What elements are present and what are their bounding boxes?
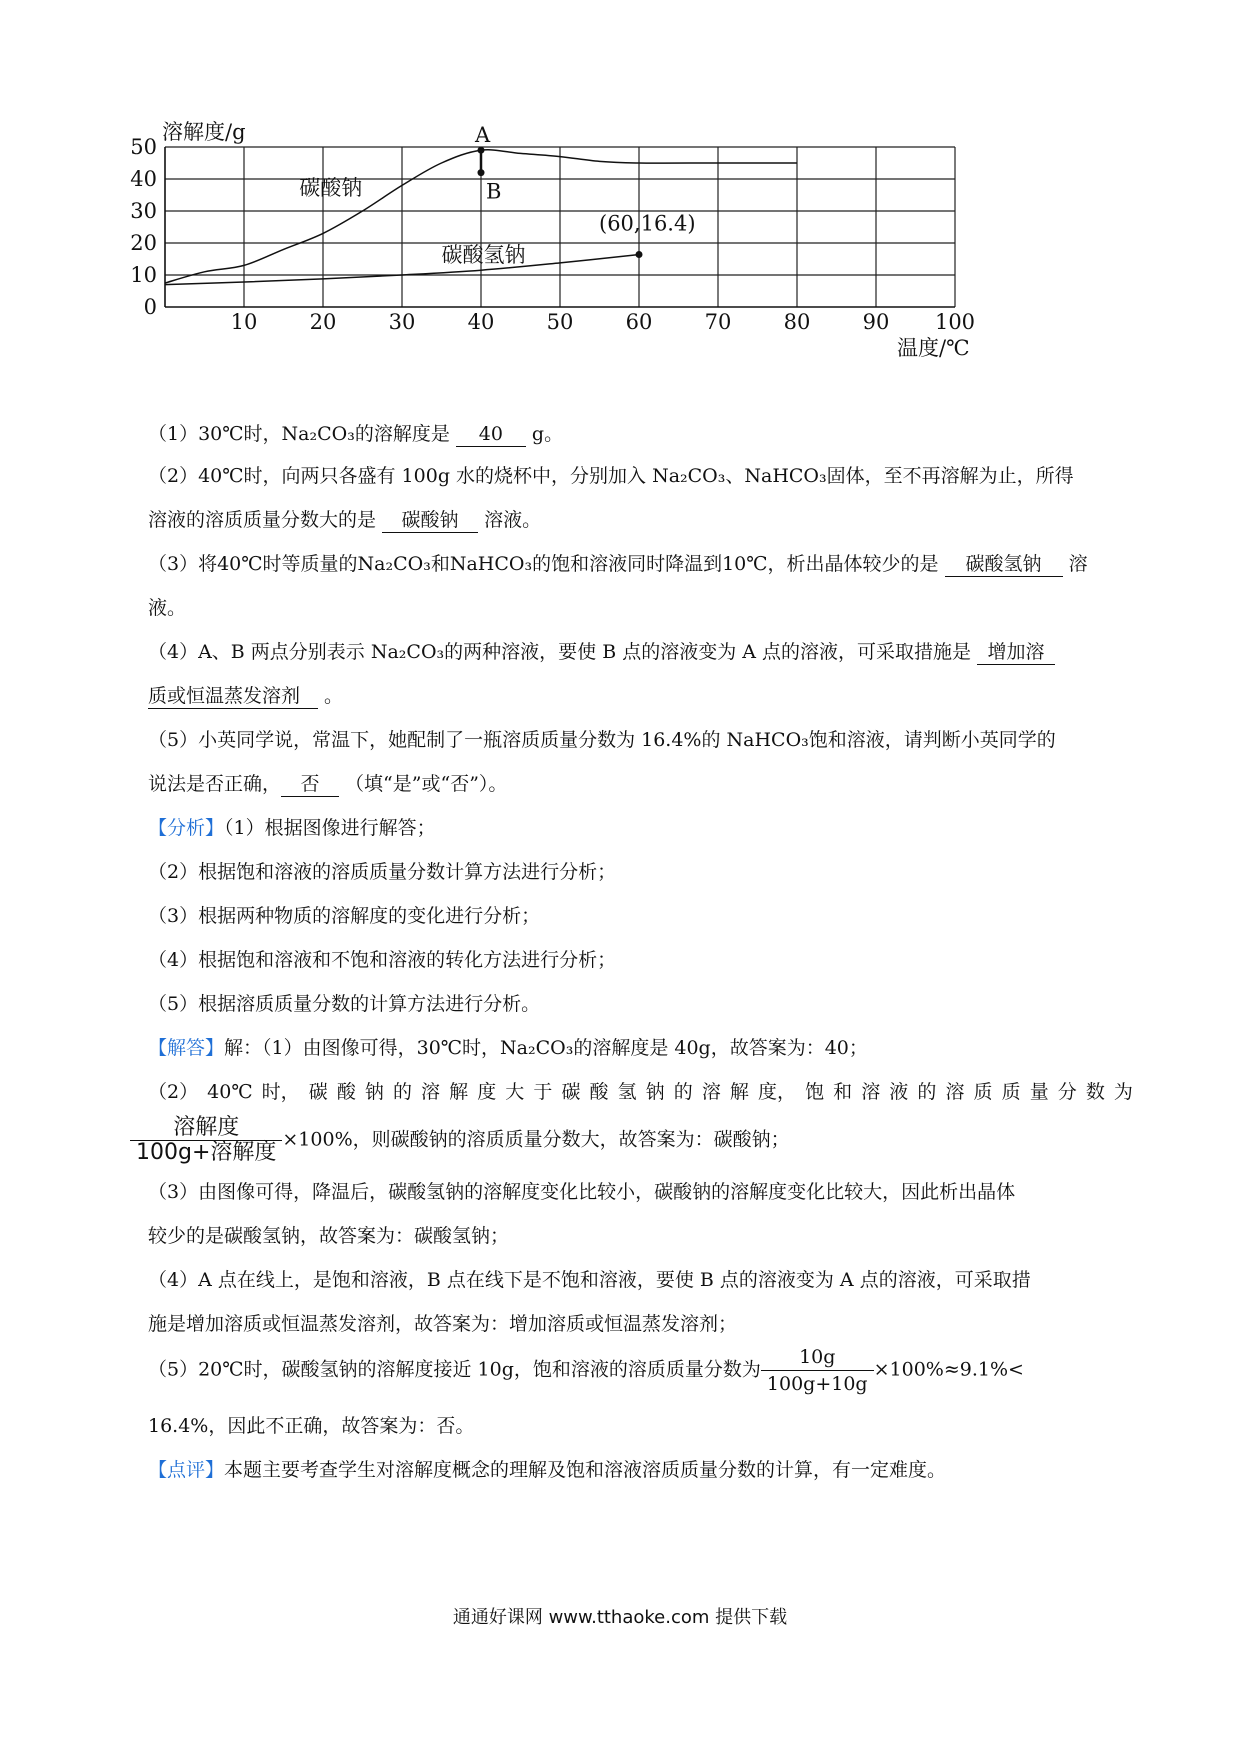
solution-2-word: 溶 [421,1081,441,1103]
q3-text: （3）将40℃时等质量的Na₂CO₃和NaHCO₃的饱和溶液同时降温到10℃，析出晶体较少的是 [148,553,945,575]
q3-answer: 碳酸氢钠 [945,552,1063,577]
q4-answer-part-1: 增加溶 [977,640,1055,665]
x-tick-label: 30 [388,310,416,334]
solution-2-word: 的 [673,1081,693,1103]
analysis-1 [148,814,436,842]
solution-2-word: 数 [1085,1081,1105,1103]
question-3-line-1 [148,550,1088,578]
q4-text: （4）A、B 两点分别表示 Na₂CO₃的两种溶液，要使 B 点的溶液变为 A 点的溶液，可采取措施是 [148,641,978,663]
solution-2-word: 溶 [701,1081,721,1103]
fraction-solubility [130,1116,282,1165]
y-tick-label: 40 [130,167,157,191]
solution-3-line-2: 较少的是碳酸氢钠，故答案为：碳酸氢钠； [148,1225,510,1247]
x-tick-label: 50 [546,310,574,334]
q2-text: 溶液的溶质质量分数大的是 [148,509,383,531]
review-tag: 【点评】 [148,1459,225,1481]
analysis-item: （1）根据图像进行解答； [224,817,436,839]
y-axis-label: 溶解度/g [162,120,246,144]
q5-text: 说法是否正确， [148,773,282,795]
x-tick-label: 70 [704,310,732,334]
solution-3-line-1: （3）由图像可得，降温后，碳酸氢钠的溶解度变化比较小，碳酸钠的溶解度变化比较大，因此析出晶体 [148,1181,1016,1203]
q2-suffix: 溶液。 [478,509,542,531]
solution-2-word: 钠 [364,1081,384,1103]
question-2-line-1: （2）40℃时，向两只各盛有 100g 水的烧杯中，分别加入 Na₂CO₃、NaHCO₃固体，至不再溶解为止，所得 [148,465,1074,487]
solution-step-1: 解：（1）由图像可得，30℃时，Na₂CO₃的溶解度是 40g，故答案为：40； [224,1037,868,1059]
solution-2-word: 碳 [308,1081,328,1103]
x-axis-label: 温度/℃ [897,336,970,360]
review [148,1456,946,1484]
point-a [478,147,485,154]
q1-answer: 40 [456,422,526,447]
fraction-denominator: 100g+溶解度 [136,1140,277,1165]
q4-answer-part-2: 质或恒温蒸发溶剂 [148,684,318,709]
solution-2-word: 40℃ [207,1081,253,1103]
series-end-point [636,251,643,258]
analysis-4: （4）根据饱和溶液和不饱和溶液的转化方法进行分析； [148,949,617,971]
solution-2-word: 量 [1029,1081,1049,1103]
solution-2-word: 于 [533,1081,553,1103]
solution-2-word: 溶 [861,1081,881,1103]
solution-2-word: 酸 [336,1081,356,1103]
y-tick-label: 50 [130,135,157,159]
q1-unit: g。 [525,423,564,445]
x-tick-label: 10 [230,310,258,334]
solution-2-word: 氢 [617,1081,637,1103]
q4-suffix: 。 [318,685,344,707]
fraction-numerator: 溶解度 [130,1116,282,1141]
question-3-line-2: 液。 [148,597,187,619]
question-2-line-2 [148,506,541,534]
solution-5-text: （5）20℃时，碳酸氢钠的溶解度接近 10g，饱和溶液的溶质质量分数为 [148,1358,761,1381]
solution-2-line-2 [130,1116,790,1165]
y-tick-label: 10 [130,263,157,287]
solution-2-line-1 [148,1078,1133,1106]
solution-2-word: 钠 [645,1081,665,1103]
fraction-numerator: 10g [761,1344,874,1371]
chart-labels [299,123,695,267]
solution-2-word: 溶 [945,1081,965,1103]
chart-grid [165,147,955,307]
solution-2-word: 液 [889,1081,909,1103]
question-5-line-2 [148,770,507,798]
question-1 [148,420,563,448]
fraction-denominator: 100g+10g [766,1373,868,1395]
q2-answer: 碳酸钠 [382,508,478,533]
question-4-line-1 [148,638,1055,666]
q5-suffix: （填“是”或“否”）。 [339,773,508,795]
solution-2-word: 质 [973,1081,993,1103]
solution-5-result: ×100%≈9.1%< [873,1358,1024,1381]
x-tick-label: 100 [934,310,976,334]
solution-4-line-1: （4）A 点在线上，是饱和溶液，B 点在线下是不饱和溶液，要使 B 点的溶液变为 A 点的溶液，可采取措 [148,1269,1031,1291]
solubility-chart [130,110,1110,410]
series-label: 碳酸氢钠 [441,243,526,268]
solution-2-word: 解 [729,1081,749,1103]
question-5-line-1: （5）小英同学说，常温下，她配制了一瓶溶质质量分数为 16.4%的 NaHCO₃饱和溶液，请判断小英同学的 [148,729,1056,751]
y-tick-label: 0 [143,295,157,319]
analysis-3: （3）根据两种物质的溶解度的变化进行分析； [148,905,541,927]
solution-2-word: 碳 [561,1081,581,1103]
analysis-5: （5）根据溶质质量分数的计算方法进行分析。 [148,993,541,1015]
solution-2-word: 的 [392,1081,412,1103]
question-4-line-2 [148,682,343,710]
solution-2-word: 解 [449,1081,469,1103]
x-tick-label: 60 [625,310,653,334]
y-tick-label: 30 [130,199,157,223]
solution-5-line-2: 16.4%，因此不正确，故答案为：否。 [148,1415,475,1437]
analysis-tag: 【分析】 [148,817,225,839]
solution-2-word: 大 [505,1081,525,1103]
solution-5-line-1 [148,1344,1024,1397]
fraction-calculation [761,1344,874,1397]
x-tick-label: 90 [862,310,890,334]
x-tick-label: 20 [309,310,337,334]
q5-answer: 否 [281,772,339,797]
solution-1 [148,1034,868,1062]
review-text: 本题主要考查学生对溶解度概念的理解及饱和溶液溶质质量分数的计算，有一定难度。 [224,1459,947,1481]
solution-2-word: 酸 [589,1081,609,1103]
page-footer: 通通好课网 www.tthaoke.com 提供下载 [452,1607,788,1628]
x-tick-label: 80 [783,310,811,334]
series-label: 碳酸钠 [299,176,363,200]
solution-2-word: 分 [1057,1081,1077,1103]
solution-tag: 【解答】 [148,1037,225,1059]
point-a-label: A [475,123,491,148]
solution-2-word: 度 [477,1081,497,1103]
solution-2-word: 和 [833,1081,853,1103]
x-tick-label: 40 [467,310,495,334]
analysis-2: （2）根据饱和溶液的溶质质量分数计算方法进行分析； [148,861,617,883]
q3-suffix: 溶 [1062,553,1088,575]
solution-2-word: 度， [757,1081,796,1103]
solution-2-word: 时， [261,1081,300,1103]
solution-2-text: ×100%，则碳酸钠的溶质质量分数大，故答案为：碳酸钠； [282,1128,790,1151]
point-b-label: B [486,179,502,204]
y-tick-label: 20 [130,231,157,255]
solution-2-word: 饱 [805,1081,825,1103]
solution-2-word: （2） [148,1081,199,1103]
point-b [478,169,485,176]
q1-text: （1）30℃时，Na₂CO₃的溶解度是 [148,423,456,445]
solution-2-word: 的 [917,1081,937,1103]
solution-2-word: 质 [1001,1081,1021,1103]
point-annotation: (60,16.4) [599,211,696,236]
solution-2-word: 为 [1113,1081,1133,1103]
solution-4-line-2: 施是增加溶质或恒温蒸发溶剂，故答案为：增加溶质或恒温蒸发溶剂； [148,1313,738,1335]
